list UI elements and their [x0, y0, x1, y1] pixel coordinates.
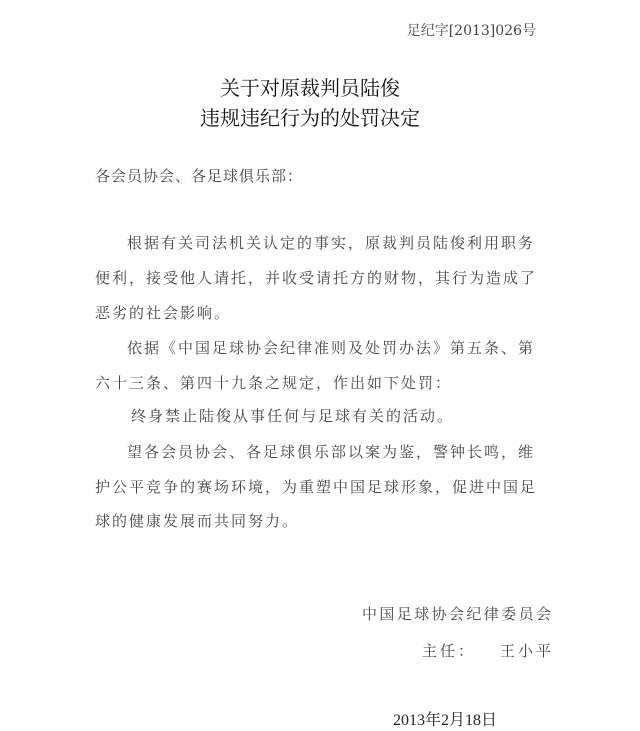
paragraph-4-line-2: 护公平竞争的赛场环境，为重塑中国足球形象，促进中国足 [95, 478, 538, 496]
title-line-2: 违规违纪行为的处罚决定 [200, 106, 420, 130]
paragraph-4-line-1: 望各会员协会、各足球俱乐部以案为鉴，警钟长鸣，维 [127, 443, 536, 461]
paragraph-1-line-2: 便利，接受他人请托，并收受请托方的财物，其行为造成了 [95, 269, 538, 287]
paragraph-4-line-3: 球的健康发展而共同努力。 [95, 512, 300, 530]
signature-name: 王小平 [500, 642, 555, 660]
document-date: 2013年2月18日 [393, 712, 498, 729]
signature-organization: 中国足球协会纪律委员会 [362, 605, 554, 623]
title-line-1: 关于对原裁判员陆俊 [220, 76, 400, 100]
paragraph-2-line-1: 依据《中国足球协会纪律准则及处罚办法》第五条、第 [127, 339, 536, 357]
salutation: 各会员协会、各足球俱乐部： [95, 167, 304, 185]
penalty-line: 终身禁止陆俊从事任何与足球有关的活动。 [131, 407, 455, 425]
paragraph-1-line-1: 根据有关司法机关认定的事实，原裁判员陆俊利用职务 [127, 234, 536, 252]
paragraph-1-line-3: 恶劣的社会影响。 [95, 304, 232, 322]
signature-role: 主任： [422, 642, 477, 660]
document-number: 足纪字[2013]026号 [406, 23, 536, 39]
paragraph-2-line-2: 六十三条、第四十九条之规定，作出如下处罚： [95, 374, 453, 392]
